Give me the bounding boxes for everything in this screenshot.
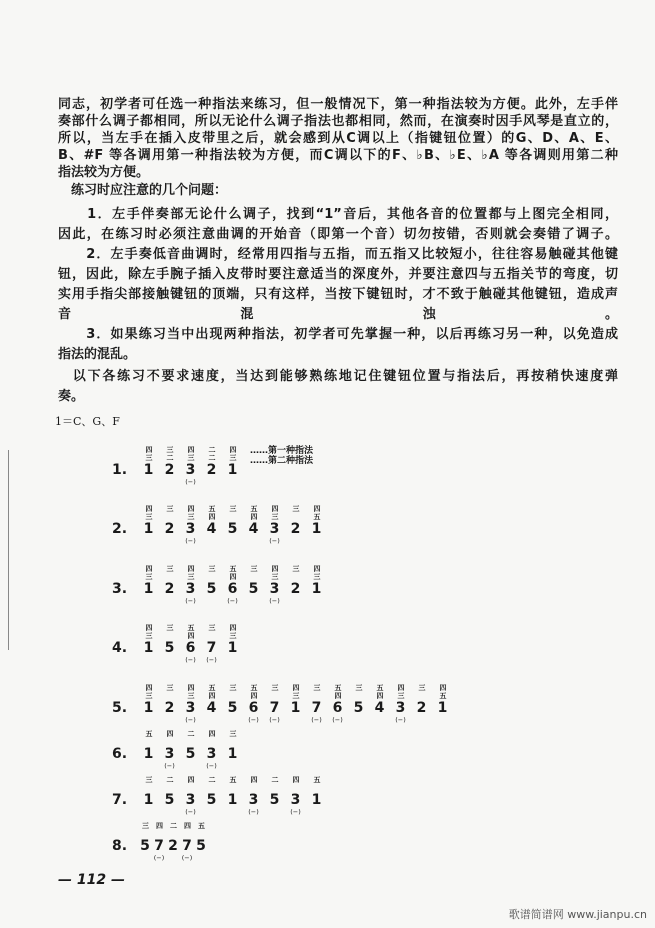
bass-marker: (−) — [332, 716, 343, 724]
exercise-7 — [112, 776, 327, 816]
fingering-second: 五 — [313, 513, 320, 521]
paragraph-notes-list — [58, 205, 618, 365]
note — [201, 446, 222, 486]
fingering-first: 二 — [170, 822, 176, 830]
note — [327, 684, 348, 724]
note — [180, 776, 201, 816]
note — [159, 446, 180, 486]
note — [243, 505, 264, 545]
note-number: 1 — [143, 462, 154, 478]
fingering-second: 四 — [229, 573, 236, 581]
note-number: 7 — [182, 838, 192, 854]
note — [390, 684, 411, 724]
fingering-first: 三 — [418, 684, 425, 692]
note — [285, 776, 306, 816]
bass-marker: (−) — [153, 854, 165, 862]
note-number: 5 — [227, 521, 238, 537]
fingering-second: 三 — [145, 454, 152, 462]
note-number: 4 — [206, 521, 217, 537]
note-number: 1 — [227, 640, 238, 656]
fingering-second: 三 — [187, 692, 194, 700]
note — [306, 505, 327, 545]
fingering-first: 四 — [145, 624, 152, 632]
note — [201, 565, 222, 605]
bass-marker: (−) — [185, 597, 196, 605]
note — [159, 505, 180, 545]
note-number: 1 — [311, 792, 322, 808]
note — [152, 822, 166, 862]
fingering-first: 四 — [250, 776, 257, 784]
fingering-first: 二 — [208, 446, 215, 454]
legend-first-fingering: ……第一种指法 — [250, 446, 314, 456]
note — [159, 776, 180, 816]
note — [180, 505, 201, 545]
note — [264, 565, 285, 605]
fingering-first: 三 — [355, 684, 362, 692]
note-number: 1 — [143, 700, 154, 716]
bass-marker: (−) — [290, 808, 301, 816]
note — [180, 822, 194, 862]
note-number: 3 — [185, 581, 196, 597]
fingering-first: 三 — [292, 505, 299, 513]
note-number: 7 — [206, 640, 217, 656]
note-number: 5 — [164, 792, 175, 808]
fingering-second: 三 — [292, 692, 299, 700]
note — [285, 505, 306, 545]
note-number: 3 — [269, 521, 280, 537]
fingering-first: 三 — [208, 624, 215, 632]
fingering-first: 三 — [292, 565, 299, 573]
fingering-second: 四 — [250, 513, 257, 521]
fingering-first: 四 — [187, 505, 194, 513]
fingering-second: 四 — [250, 692, 257, 700]
fingering-second: 四 — [208, 513, 215, 521]
note — [264, 776, 285, 816]
text-line: 指法的混乱。 — [58, 347, 137, 362]
note-number: 5 — [185, 746, 196, 762]
fingering-first: 四 — [208, 730, 215, 738]
note — [285, 565, 306, 605]
fingering-second: 三 — [271, 513, 278, 521]
exercise-number: 2. — [112, 521, 128, 537]
note — [201, 624, 222, 664]
note — [138, 684, 159, 724]
note-number: 1 — [227, 746, 238, 762]
paragraph-intro — [58, 96, 618, 181]
fingering-first: 三 — [166, 624, 173, 632]
note-number: 6 — [185, 640, 196, 656]
fingering-first: 四 — [229, 446, 236, 454]
fingering-first: 三 — [229, 684, 236, 692]
note — [159, 565, 180, 605]
fingering-first: 四 — [229, 624, 236, 632]
note-number: 6 — [227, 581, 238, 597]
note — [222, 730, 243, 770]
fingering-first: 三 — [166, 446, 173, 454]
fingering-second: 四 — [208, 692, 215, 700]
text-line: 1．左手伴奏部无论什么调子，找到“1”音后，其他各音的位置都与上图完全相同， — [58, 207, 618, 222]
note-number: 2 — [164, 700, 175, 716]
note-number: 5 — [140, 838, 150, 854]
note — [201, 730, 222, 770]
note — [222, 684, 243, 724]
fingering-first: 三 — [166, 505, 173, 513]
exercise-4 — [112, 624, 243, 664]
fingering-first: 三 — [142, 822, 148, 830]
text-line: 钮，因此，除左手腕子插入皮带时要注意适当的深度外，并要注意四与五指关节的弯度，切 — [58, 267, 618, 282]
bass-marker: (−) — [227, 597, 238, 605]
page-number: — 112 — — [58, 872, 125, 888]
note-number: 2 — [164, 462, 175, 478]
fingering-first: 三 — [250, 565, 257, 573]
note — [222, 505, 243, 545]
fingering-first: 四 — [156, 822, 162, 830]
fingering-first: 五 — [198, 822, 204, 830]
text-line: 练习时应注意的几个问题： — [58, 183, 228, 198]
bass-marker: (−) — [311, 716, 322, 724]
fingering-first: 四 — [292, 776, 299, 784]
legend-second-fingering: ……第二种指法 — [250, 456, 314, 466]
fingering-second: 三 — [187, 454, 194, 462]
note — [138, 565, 159, 605]
exercise-6 — [112, 730, 243, 770]
fingering-first: 五 — [334, 684, 341, 692]
fingering-first: 五 — [208, 684, 215, 692]
note — [222, 624, 243, 664]
note — [222, 565, 243, 605]
fingering-first: 四 — [145, 505, 152, 513]
note — [159, 624, 180, 664]
fingering-first: 三 — [229, 505, 236, 513]
note-number: 3 — [395, 700, 406, 716]
note-number: 3 — [185, 521, 196, 537]
fingering-second: 三 — [187, 513, 194, 521]
note — [201, 776, 222, 816]
fingering-first: 四 — [187, 684, 194, 692]
fingering-first: 二 — [187, 730, 194, 738]
note-number: 5 — [269, 792, 280, 808]
bass-marker: (−) — [185, 656, 196, 664]
fingering-second: 四 — [187, 632, 194, 640]
fingering-first: 四 — [187, 446, 194, 454]
fingering-first: 五 — [250, 505, 257, 513]
fingering-second: 三 — [187, 573, 194, 581]
bass-marker: (−) — [269, 716, 280, 724]
note — [306, 565, 327, 605]
note — [243, 776, 264, 816]
bass-marker: (−) — [206, 656, 217, 664]
exercise-5 — [112, 684, 453, 724]
fingering-second: 四 — [376, 692, 383, 700]
note-number: 2 — [168, 838, 178, 854]
note-number: 1 — [143, 746, 154, 762]
text-line: 奏部什么调子都相同，所以无论什么调子指法也都相同，然而，在演奏时因手风琴是直立的， — [58, 114, 618, 129]
exercise-3 — [112, 565, 327, 605]
note-number: 1 — [227, 792, 238, 808]
note — [159, 684, 180, 724]
bass-marker: (−) — [269, 537, 280, 545]
note-number: 2 — [164, 581, 175, 597]
fingering-first: 四 — [187, 565, 194, 573]
exercise-number: 4. — [112, 640, 128, 656]
bass-marker: (−) — [206, 762, 217, 770]
fingering-first: 四 — [145, 565, 152, 573]
note — [194, 822, 208, 862]
note — [180, 684, 201, 724]
fingering-second: 四 — [334, 692, 341, 700]
text-line: 指法较为方便。 — [58, 165, 150, 180]
fingering-first: 五 — [145, 730, 152, 738]
note-number: 3 — [248, 792, 259, 808]
note — [243, 684, 264, 724]
fingering-first: 四 — [439, 684, 446, 692]
note — [180, 624, 201, 664]
fingering-first: 三 — [313, 684, 320, 692]
note-number: 6 — [332, 700, 343, 716]
fingering-first: 四 — [313, 565, 320, 573]
exercise-number: 3. — [112, 581, 128, 597]
note — [159, 730, 180, 770]
fingering-first: 四 — [184, 822, 190, 830]
note — [411, 684, 432, 724]
note-number: 2 — [416, 700, 427, 716]
fingering-first: 五 — [187, 624, 194, 632]
bass-marker: (−) — [185, 537, 196, 545]
text-line: 同志，初学者可任选一种指法来练习，但一般情况下，第一种指法较为方便。此外，左手伴 — [58, 97, 618, 112]
note-number: 1 — [143, 581, 154, 597]
fingering-first: 三 — [166, 565, 173, 573]
fingering-first: 三 — [271, 684, 278, 692]
fingering-first: 三 — [166, 684, 173, 692]
note — [264, 505, 285, 545]
note-number: 3 — [290, 792, 301, 808]
fingering-second: 三 — [229, 632, 236, 640]
fingering-second: 二 — [166, 454, 173, 462]
bass-marker: (−) — [185, 808, 196, 816]
note-number: 5 — [206, 792, 217, 808]
note-number: 7 — [269, 700, 280, 716]
note — [201, 505, 222, 545]
note — [138, 822, 152, 862]
fingering-first: 四 — [145, 446, 152, 454]
note-number: 5 — [353, 700, 364, 716]
text-line: 因此，在练习时必须注意曲调的开始音（即第一个音）切勿按错，否则就会奏错了调子。 — [58, 227, 618, 242]
note-number: 1 — [437, 700, 448, 716]
note-number: 1 — [311, 581, 322, 597]
fingering-first: 五 — [250, 684, 257, 692]
exercise-number: 8. — [112, 838, 128, 854]
note-number: 1 — [311, 521, 322, 537]
fingering-first: 四 — [145, 684, 152, 692]
note — [180, 730, 201, 770]
bass-marker: (−) — [248, 808, 259, 816]
text-line: 2．左手奏低音曲调时，经常用四指与五指，而五指又比较短小，往往容易触碰其他键 — [58, 247, 618, 262]
fingering-first: 二 — [166, 776, 173, 784]
note — [222, 446, 243, 486]
bass-marker: (−) — [395, 716, 406, 724]
note-number: 3 — [185, 462, 196, 478]
note-number: 6 — [248, 700, 259, 716]
fingering-second: 三 — [271, 573, 278, 581]
fingering-first: 二 — [271, 776, 278, 784]
text-line: 音混浊。 — [58, 307, 618, 322]
fingering-first: 三 — [208, 565, 215, 573]
note — [306, 684, 327, 724]
fingering-second: 五 — [439, 692, 446, 700]
fingering-first: 四 — [292, 684, 299, 692]
note — [201, 684, 222, 724]
note — [138, 505, 159, 545]
note-number: 3 — [206, 746, 217, 762]
fingering-second: 三 — [145, 692, 152, 700]
note-number: 3 — [185, 700, 196, 716]
fingering-first: 四 — [271, 505, 278, 513]
fingering-first: 五 — [229, 565, 236, 573]
text-line: 以下各练习不要求速度，当达到能够熟练地记住键钮位置与指法后，再按稍快速度弹 — [58, 369, 618, 384]
text-line: 3．如果练习当中出现两种指法，初学者可先掌握一种，以后再练习另一种，以免造成 — [58, 327, 618, 342]
note — [180, 565, 201, 605]
fingering-second: 三 — [397, 692, 404, 700]
note-number: 2 — [206, 462, 217, 478]
fingering-first: 五 — [208, 505, 215, 513]
note — [348, 684, 369, 724]
note — [166, 822, 180, 862]
fingering-second: 三 — [145, 573, 152, 581]
note-number: 4 — [374, 700, 385, 716]
exercise-number: 6. — [112, 746, 128, 762]
fingering-first: 四 — [313, 505, 320, 513]
fingering-first: 三 — [229, 730, 236, 738]
bass-marker: (−) — [269, 597, 280, 605]
paragraph-notes-heading — [58, 182, 618, 200]
bass-marker: (−) — [185, 716, 196, 724]
exercise-2 — [112, 505, 327, 545]
note-number: 3 — [185, 792, 196, 808]
note-number: 5 — [164, 640, 175, 656]
note — [138, 730, 159, 770]
fingering-first: 四 — [397, 684, 404, 692]
note — [138, 446, 159, 486]
exercise-number: 5. — [112, 700, 128, 716]
fingering-first: 五 — [376, 684, 383, 692]
text-line: 实用手指尖部接触键钮的顶端，只有这样，当按下键钮时，才不致于触碰其他键钮，造成声 — [58, 287, 618, 302]
note-number: 1 — [143, 640, 154, 656]
fingering-legend — [250, 446, 313, 466]
note-number: 4 — [206, 700, 217, 716]
bass-marker: (−) — [185, 478, 196, 486]
note-number: 7 — [311, 700, 322, 716]
note — [285, 684, 306, 724]
exercise-number: 7. — [112, 792, 128, 808]
note-number: 1 — [143, 521, 154, 537]
text-line: B、#F 等各调用第一种指法较为方便，而C调以下的F、♭B、♭E、♭A 等各调则用第二种 — [58, 148, 618, 163]
key-signature: 1＝C、G、F — [55, 415, 120, 428]
note-number: 2 — [290, 521, 301, 537]
note — [264, 684, 285, 724]
scan-artifact-line — [8, 450, 9, 650]
note-number: 5 — [206, 581, 217, 597]
fingering-first: 三 — [145, 776, 152, 784]
fingering-first: 五 — [229, 776, 236, 784]
fingering-second: 三 — [145, 513, 152, 521]
bass-marker: (−) — [164, 762, 175, 770]
note — [369, 684, 390, 724]
note-number: 1 — [290, 700, 301, 716]
bass-marker: (−) — [248, 716, 259, 724]
watermark: 歌谱简谱网 www.jianpu.cn — [508, 908, 647, 921]
text-line: 奏。 — [58, 389, 85, 404]
note — [138, 776, 159, 816]
note — [222, 776, 243, 816]
note-number: 3 — [269, 581, 280, 597]
fingering-first: 五 — [313, 776, 320, 784]
paragraph-speed — [58, 367, 618, 407]
text-line: 所以，当左手在插入皮带里之后，就会感到从C调以上（指键钮位置）的G、D、A、E、 — [58, 131, 618, 146]
exercise-8 — [112, 822, 208, 862]
exercise-1 — [112, 446, 243, 486]
fingering-first: 四 — [187, 776, 194, 784]
note-number: 4 — [248, 521, 259, 537]
note — [138, 624, 159, 664]
fingering-second: 三 — [145, 632, 152, 640]
fingering-first: 四 — [271, 565, 278, 573]
note-number: 5 — [248, 581, 259, 597]
fingering-second: 二 — [208, 454, 215, 462]
note — [306, 776, 327, 816]
note-number: 5 — [227, 700, 238, 716]
fingering-first: 四 — [166, 730, 173, 738]
note — [432, 684, 453, 724]
bass-marker: (−) — [181, 854, 193, 862]
note — [180, 446, 201, 486]
note-number: 2 — [290, 581, 301, 597]
fingering-second: 三 — [229, 454, 236, 462]
note-number: 3 — [164, 746, 175, 762]
note-number: 1 — [143, 792, 154, 808]
note-number: 1 — [227, 462, 238, 478]
note-number: 2 — [164, 521, 175, 537]
note-number: 7 — [154, 838, 164, 854]
note — [243, 565, 264, 605]
exercise-number: 1. — [112, 462, 128, 478]
fingering-first: 二 — [208, 776, 215, 784]
fingering-second: 三 — [313, 573, 320, 581]
note-number: 5 — [196, 838, 206, 854]
